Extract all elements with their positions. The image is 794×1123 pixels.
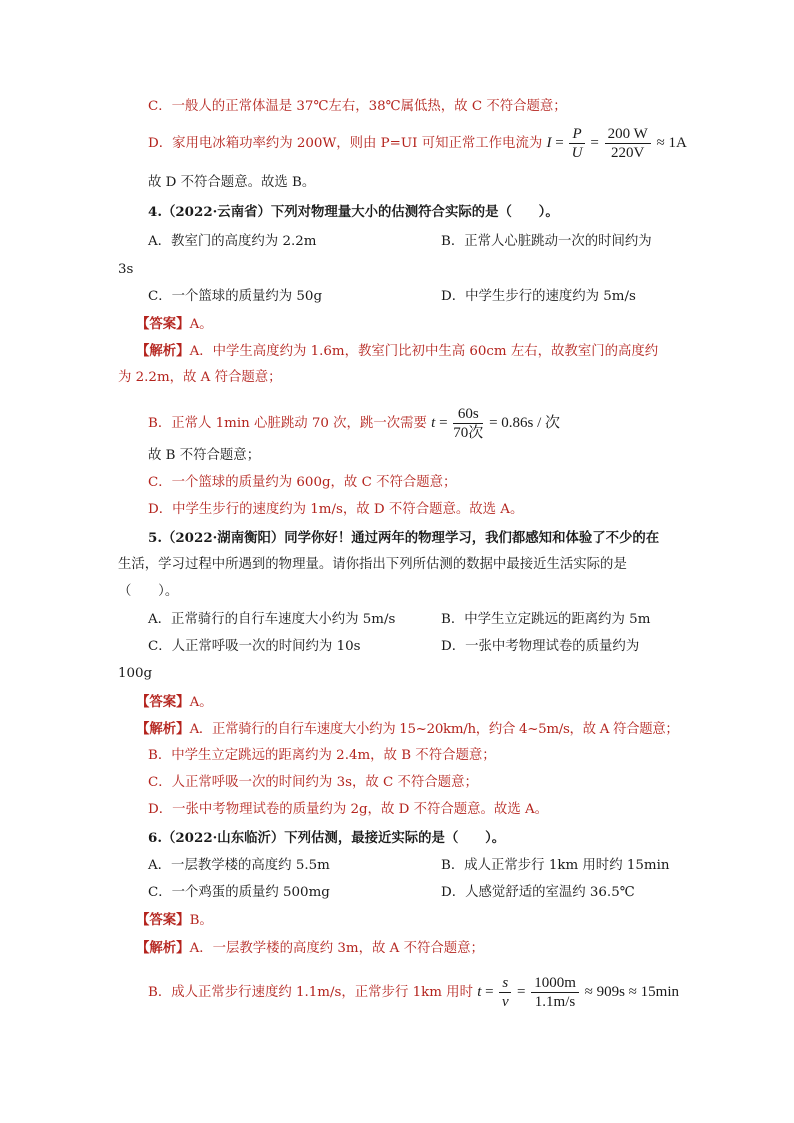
q6-option-c: C．一个鸡蛋的质量约 500mg <box>148 885 330 900</box>
q5-answer: 【答案】A。 <box>136 694 213 710</box>
q4-analysis-b: B．正常人 1min 心脏跳动 70 次，跳一次需要 t = $\frac{60s}{\text{70次}}$ = 0.86s / 次 <box>148 406 561 441</box>
q6-option-d: D．人感觉舒适的室温约 36.5℃ <box>441 885 635 900</box>
q3-conclusion: 故 D 不符合题意。故选 B。 <box>148 175 316 190</box>
q6-answer: 【答案】B。 <box>136 912 213 928</box>
q5-option-d: D．一张中考物理试卷的质量约为 <box>441 639 640 654</box>
q5-option-b: B．中学生立定跳远的距离约为 5m <box>441 612 651 627</box>
q4-analysis-b-end: 故 B 不符合题意； <box>148 448 261 463</box>
q5-option-a: A．正常骑行的自行车速度大小约为 5m/s <box>148 612 396 627</box>
q4-analysis-a: 【解析】A．中学生高度约为 1.6m，教室门比初中生高 60cm 左右，故教室门的高度约 <box>136 343 659 359</box>
q4-analysis-a-cont: 为 2.2m，故 A 符合题意； <box>118 370 282 385</box>
q5-option-d-cont: 100g <box>118 666 153 681</box>
q6-option-b: B．成人正常步行 1km 用时约 15min <box>441 858 670 873</box>
q4-analysis-d: D．中学生步行的速度约为 1m/s，故 D 不符合题意。故选 A。 <box>148 502 524 517</box>
q6-option-a: A．一层教学楼的高度约 5.5m <box>148 858 330 873</box>
q5-analysis-c: C．人正常呼吸一次的时间约为 3s，故 C 不符合题意； <box>148 775 478 790</box>
q6-b-formula: t = $\frac{s}{v}$ = $\frac{1000m}{1.1m/s}$ ≈ 909s ≈ 15min <box>477 975 679 1010</box>
q5-stem-line1: 5.（2022·湖南衡阳）同学你好！通过两年的物理学习，我们都感知和体验了不少的在 <box>148 530 660 546</box>
q4-option-c: C．一个篮球的质量约为 50g <box>148 289 323 304</box>
q4-option-b: B．正常人心脏跳动一次的时间约为 <box>441 234 652 249</box>
q5-analysis-b: B．中学生立定跳远的距离约为 2.4m，故 B 不符合题意； <box>148 748 496 763</box>
q3-option-d-analysis <box>148 125 687 162</box>
q4-option-a: A．教室门的高度约为 2.2m <box>148 234 317 249</box>
q3-d-prefix: D．家用电冰箱功率约为 200W，则由 P=UI 可知正常工作电流为 <box>148 135 543 151</box>
q4-stem: 4.（2022·云南省）下列对物理量大小的估测符合实际的是（ ）。 <box>148 204 559 220</box>
q3-option-c-analysis: C．一般人的正常体温是 37℃左右，38℃属低热，故 C 不符合题意； <box>148 99 567 114</box>
q4-option-b-cont: 3s <box>118 262 134 277</box>
q5-analysis-d: D．一张中考物理试卷的质量约为 2g，故 D 不符合题意。故选 A。 <box>148 802 549 817</box>
q6-analysis-b: B．成人正常步行速度约 1.1m/s，正常步行 1km 用时 t = $\frac{s}{v}$ = $\frac{1000m}{1.1m/s}$ ≈ 909s ≈ 15min <box>148 975 679 1010</box>
q4-b-formula: t = $\frac{60s}{\text{70次}}$ = 0.86s / 次 <box>431 406 561 441</box>
q5-stem-line3: （ ）。 <box>118 584 179 599</box>
q5-analysis-a: 【解析】A．正常骑行的自行车速度大小约为 15~20km/h，约合 4~5m/s，故 A 符合题意； <box>136 721 679 737</box>
q6-analysis-a: 【解析】A．一层教学楼的高度约 3m，故 A 不符合题意； <box>136 940 484 956</box>
q5-stem-line2: 生活，学习过程中所遇到的物理量。请你指出下列所估测的数据中最接近生活实际的是 <box>118 557 627 572</box>
q4-option-d: D．中学生步行的速度约为 5m/s <box>441 289 636 304</box>
q3-d-formula: I = $\frac{P}{U}$ = $\frac{200 W}{220V}$ ≈ 1A <box>546 126 687 161</box>
q5-option-c: C．人正常呼吸一次的时间约为 10s <box>148 639 361 654</box>
q4-analysis-c: C．一个篮球的质量约为 600g，故 C 不符合题意； <box>148 475 457 490</box>
q6-stem: 6.（2022·山东临沂）下列估测，最接近实际的是（ ）。 <box>148 830 506 846</box>
q4-answer: 【答案】A。 <box>136 316 213 332</box>
